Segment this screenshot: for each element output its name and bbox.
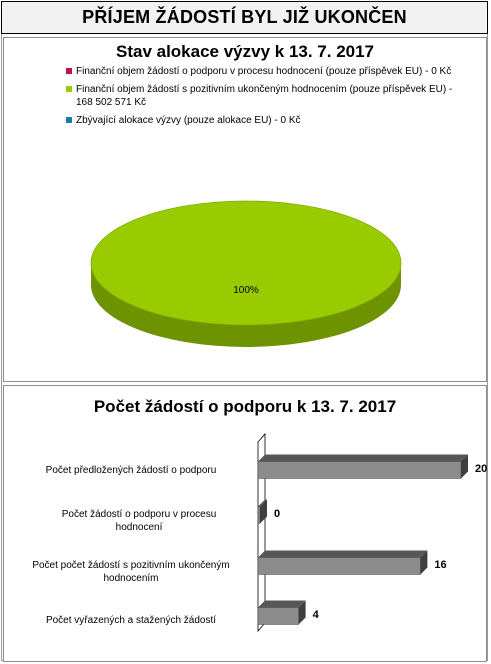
- bar-value-label: 0: [274, 508, 281, 520]
- allocation-chart-panel: [3, 37, 487, 382]
- bar-category-label: Počet počet žádostí s pozitivním ukončeným hodnocením: [32, 560, 230, 584]
- applications-chart-panel: [3, 385, 487, 662]
- bar: [258, 551, 427, 575]
- bar-category-label: Počet žádostí o podporu v procesu hodnocení: [61, 509, 217, 533]
- bar-category-label: Počet vyřazených a stažených žádostí: [45, 615, 217, 626]
- legend-label-in-evaluation: Finanční objem žádostí o podporu v procesu hodnocení (pouze příspěvek EU) - 0 Kč: [76, 66, 452, 77]
- legend-label-positive-evaluation: Finanční objem žádostí s pozitivním ukončeným hodnocením (pouze příspěvek EU) - 168 502 571 Kč: [76, 84, 453, 108]
- pie-chart: [4, 38, 488, 383]
- bar-value-label: 4: [312, 609, 319, 621]
- legend-label-remaining-allocation: Zbývající alokace výzvy (pouze alokace EU) - 0 Kč: [76, 115, 301, 126]
- page-header: PŘÍJEM ŽÁDOSTÍ BYL JIŽ UKONČEN: [1, 1, 488, 34]
- bar: [258, 601, 306, 625]
- bar-value-label: 16: [434, 559, 447, 571]
- pie-data-label: 100%: [233, 285, 259, 296]
- bar-chart-title: Počet žádostí o podporu k 13. 7. 2017: [93, 397, 397, 416]
- bar-value-label: 20: [475, 463, 488, 475]
- pie-chart-title: Stav alokace výzvy k 13. 7. 2017: [115, 42, 375, 61]
- bar-category-label: Počet předložených žádostí o podporu: [45, 465, 217, 476]
- bar: [258, 455, 468, 479]
- pie-slice: [91, 201, 401, 325]
